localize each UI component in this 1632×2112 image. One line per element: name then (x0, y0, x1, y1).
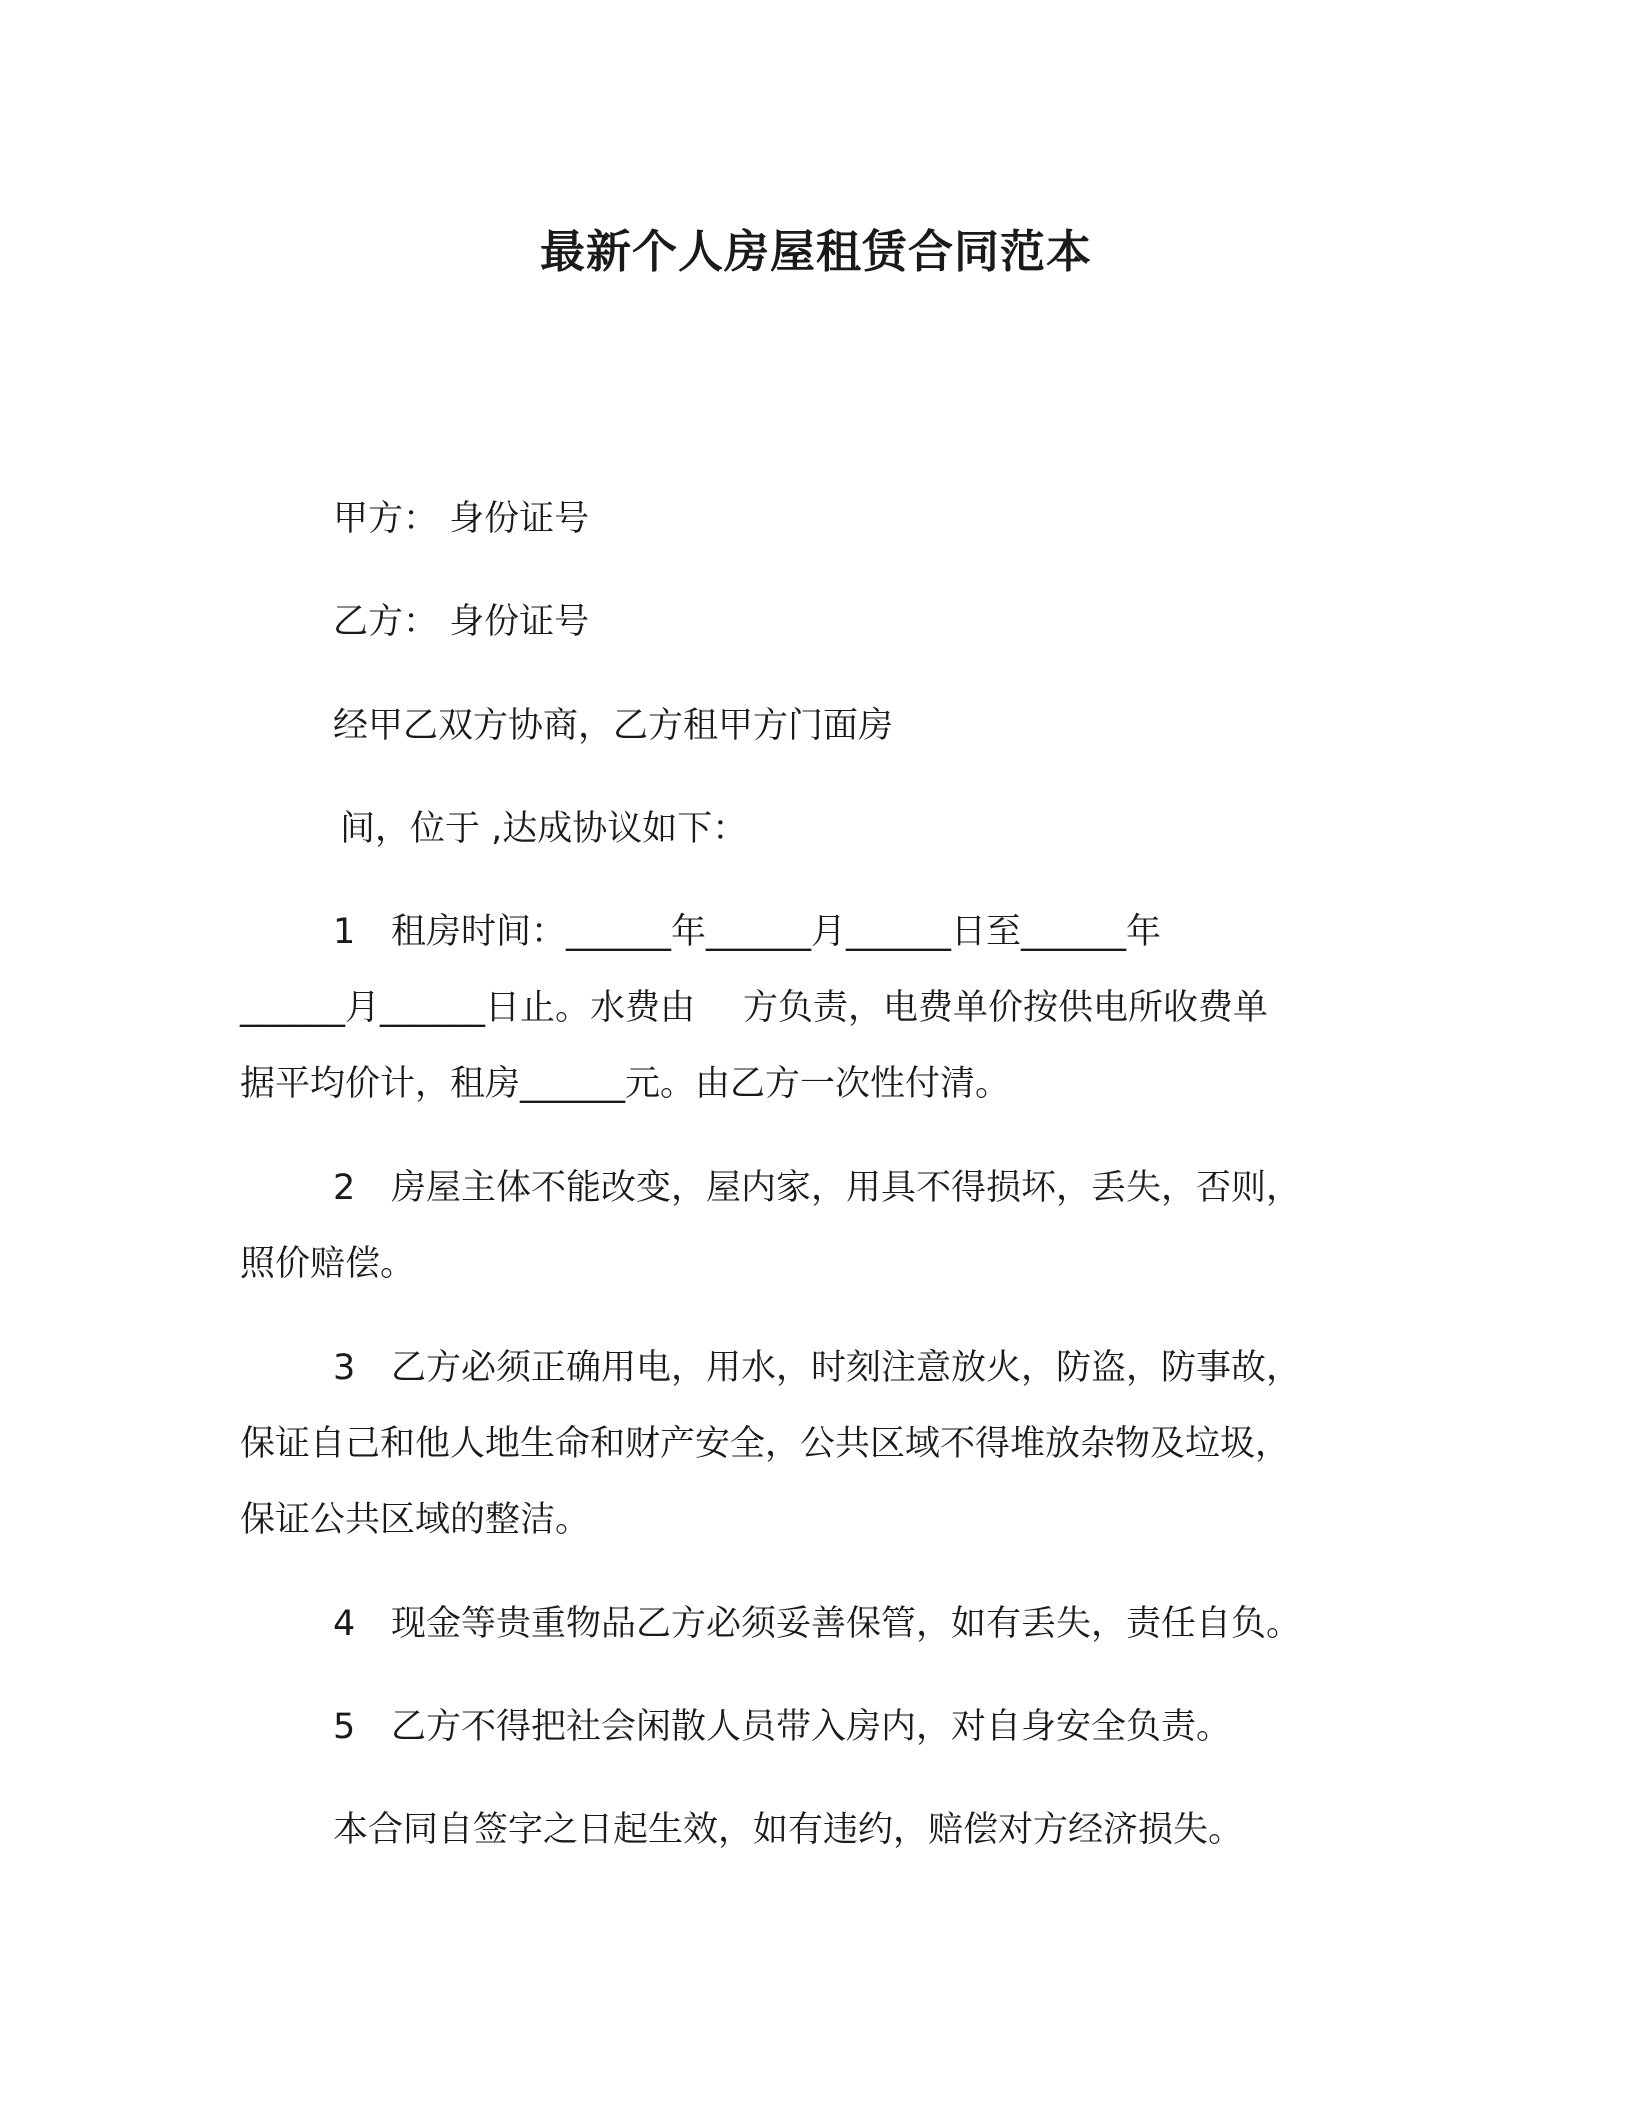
page-title: 最新个人房屋租赁合同范本 (539, 225, 1092, 278)
clause-1-text-2a: ______月______日止。水费由 (240, 988, 696, 1028)
clause-5-text-1: 乙方不得把社会闲散人员带入房内，对自身安全负责。 (391, 1707, 1232, 1747)
intro-line-2: 间，位于 ,达成协议如下： (340, 809, 748, 849)
party-b-line: 乙方： 身份证号 (333, 602, 590, 642)
clause-1-line-2 (240, 984, 1268, 1032)
clause-1-text-2b: 方负责，电费单价按供电所收费单 (743, 988, 1269, 1028)
clause-4-number: 4 (333, 1604, 356, 1644)
clause-2-line-1 (333, 1164, 1301, 1212)
clause-1-line-3: 据平均价计，租房______元。由乙方一次性付清。 (240, 1064, 1011, 1104)
clause-3-number: 3 (333, 1348, 356, 1388)
clause-3-line-1 (333, 1344, 1301, 1392)
clause-3-text-1: 乙方必须正确用电，用水，时刻注意放火，防盗，防事故， (391, 1348, 1302, 1388)
clause-2-number: 2 (333, 1168, 356, 1208)
clause-2-line-2: 照价赔偿。 (240, 1244, 416, 1284)
clause-4-text-1: 现金等贵重物品乙方必须妥善保管，如有丢失，责任自负。 (391, 1604, 1302, 1644)
clause-4-line-1 (333, 1600, 1301, 1648)
party-a-line: 甲方： 身份证号 (333, 499, 590, 539)
intro-line-1: 经甲乙双方协商，乙方租甲方门面房 (333, 706, 894, 746)
clause-1-text-1: 租房时间：______年______月______日至______年 (391, 912, 1162, 952)
clause-5-line-1 (333, 1703, 1231, 1751)
clause-3-line-2: 保证自己和他人地生命和财产安全，公共区域不得堆放杂物及垃圾， (240, 1424, 1291, 1464)
closing-line: 本合同自签字之日起生效，如有违约，赔偿对方经济损失。 (333, 1810, 1244, 1850)
clause-5-number: 5 (333, 1707, 356, 1747)
clause-2-text-1: 房屋主体不能改变，屋内家，用具不得损坏，丢失，否则， (391, 1168, 1302, 1208)
clause-1-number: 1 (333, 912, 356, 952)
clause-1-line-1 (333, 908, 1161, 956)
clause-3-line-3: 保证公共区域的整洁。 (240, 1500, 591, 1540)
